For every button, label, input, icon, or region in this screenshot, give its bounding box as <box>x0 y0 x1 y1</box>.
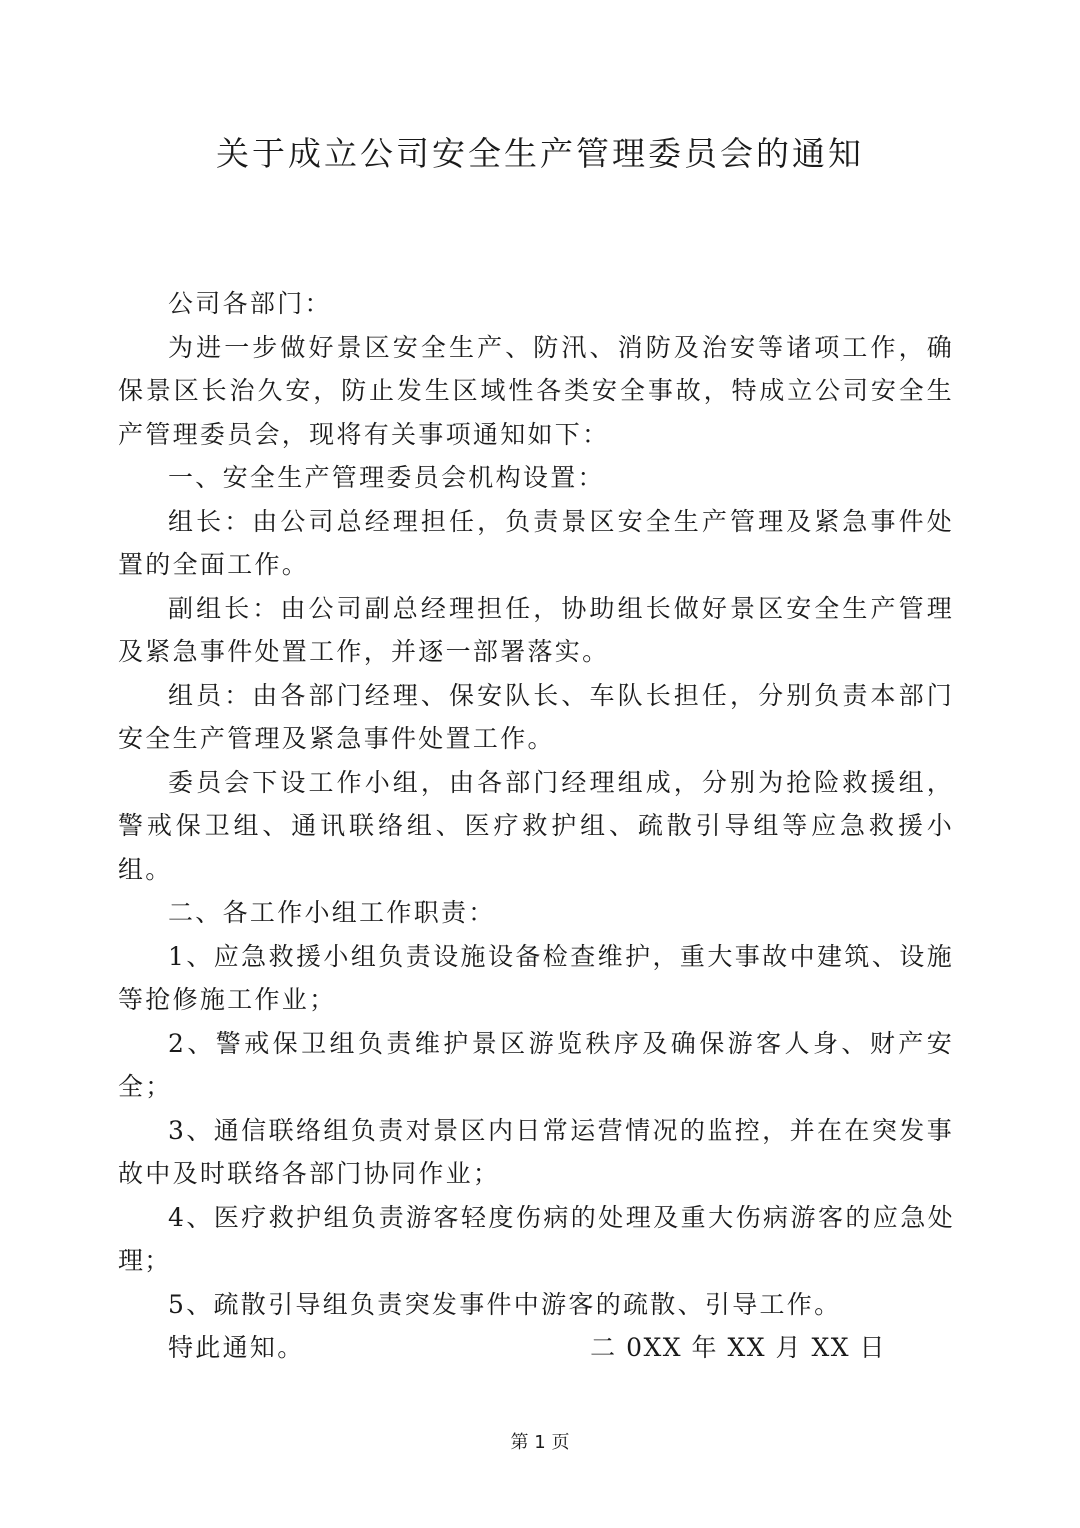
paragraph-leader: 组长：由公司总经理担任，负责景区安全生产管理及紧急事件处置的全面工作。 <box>118 506 954 579</box>
section-heading-structure: 一、安全生产管理委员会机构设置： <box>168 463 605 492</box>
duty-item-4: 4、医疗救护组负责游客轻度伤病的处理及重大伤病游客的应急处理； <box>118 1202 954 1275</box>
closing-line: 特此通知。 <box>168 1333 305 1362</box>
paragraph-intro: 为进一步做好景区安全生产、防汛、消防及治安等诸项工作，确保景区长治久安，防止发生区域性各类安全事故，特成立公司安全生产管理委员会，现将有关事项通知如下： <box>118 332 954 449</box>
salutation: 公司各部门： <box>168 289 332 318</box>
duty-item-3: 3、通信联络组负责对景区内日常运营情况的监控，并在在突发事故中及时联络各部门协同作业； <box>118 1115 954 1188</box>
document-date: 二 0XX 年 XX 月 XX 日 <box>590 1333 886 1362</box>
duty-item-2: 2、警戒保卫组负责维护景区游览秩序及确保游客人身、财产安全； <box>118 1028 954 1101</box>
document-body <box>118 282 954 1370</box>
page-number: 第 1 页 <box>510 1432 570 1453</box>
section-heading-duties: 二、各工作小组工作职责： <box>168 898 496 927</box>
document-title: 关于成立公司安全生产管理委员会的通知 <box>216 134 864 173</box>
paragraph-deputy-leader: 副组长：由公司副总经理担任，协助组长做好景区安全生产管理及紧急事件处置工作，并逐一部署落实。 <box>118 593 954 666</box>
paragraph-working-groups: 委员会下设工作小组，由各部门经理组成，分别为抢险救援组，警戒保卫组、通讯联络组、医疗救护组、疏散引导组等应急救援小组。 <box>118 767 954 884</box>
duty-item-1: 1、应急救援小组负责设施设备检查维护，重大事故中建筑、设施等抢修施工作业； <box>118 941 954 1014</box>
duty-item-5: 5、疏散引导组负责突发事件中游客的疏散、引导工作。 <box>168 1289 842 1319</box>
paragraph-members: 组员：由各部门经理、保安队长、车队长担任，分别负责本部门安全生产管理及紧急事件处置工作。 <box>118 680 954 753</box>
